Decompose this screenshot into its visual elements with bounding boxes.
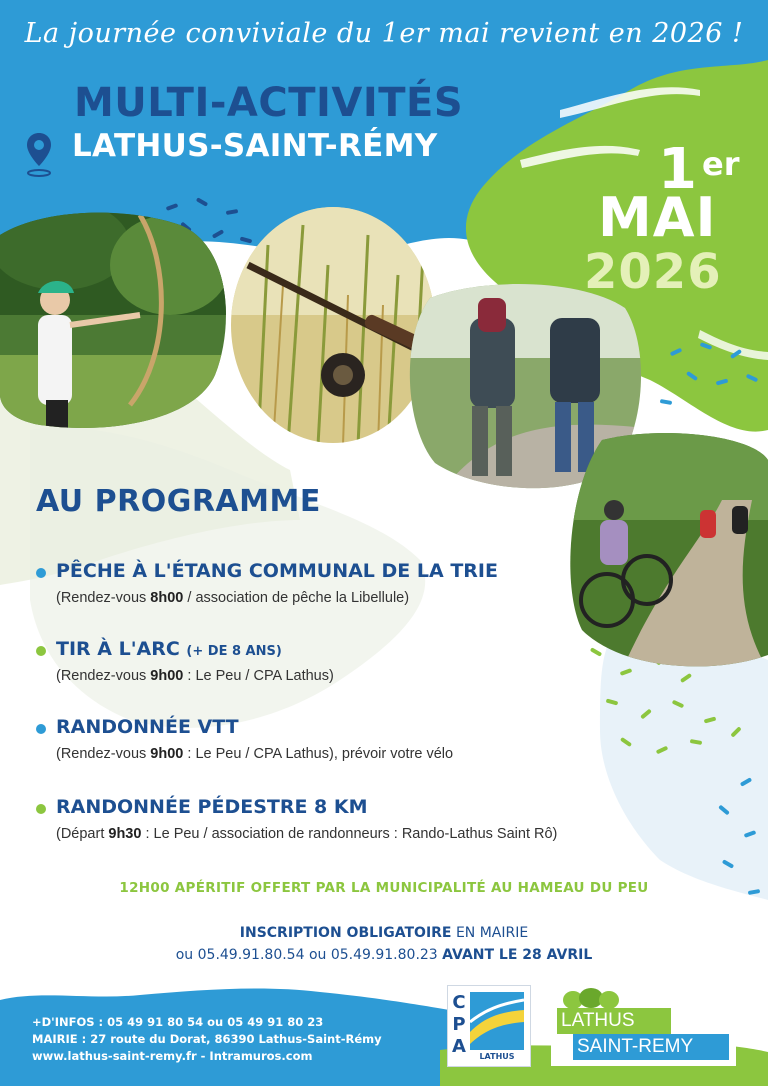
activity-detail: (Départ 9h30 : Le Peu / association de randonneurs : Rando-Lathus Saint Rô)	[56, 826, 558, 842]
page-title: MULTI-ACTIVITÉS	[74, 80, 464, 126]
footer-address: MAIRIE : 27 route du Dorat, 86390 Lathus-Saint-Rémy	[32, 1032, 382, 1046]
date-year: 2026	[584, 244, 722, 300]
location-title: LATHUS-SAINT-RÉMY	[72, 128, 438, 164]
footer-phone: +D'INFOS : 05 49 91 80 54 ou 05 49 91 80 23	[32, 1015, 324, 1029]
program-heading: AU PROGRAMME	[36, 484, 321, 519]
registration-required: INSCRIPTION OBLIGATOIRE	[239, 925, 452, 941]
footer-website-link[interactable]: www.lathus-saint-remy.fr - Intramuros.com	[32, 1049, 313, 1063]
cpa-logo: C P A LATHUS	[447, 985, 531, 1067]
date-month: MAI	[598, 186, 717, 249]
bullet-icon	[36, 568, 46, 578]
activity-title: RANDONNÉE PÉDESTRE 8 KM	[56, 796, 368, 818]
activity-detail: (Rendez-vous 9h00 : Le Peu / CPA Lathus), prévoir votre vélo	[56, 746, 454, 762]
activity-detail: (Rendez-vous 9h00 : Le Peu / CPA Lathus)	[56, 668, 334, 684]
program-item	[36, 716, 596, 766]
program-item	[36, 796, 596, 846]
date-day-suffix: er	[702, 145, 740, 183]
cycling-photo	[562, 430, 768, 670]
registration-deadline: AVANT LE 28 AVRIL	[442, 947, 593, 963]
town-logo: LATHUS SAINT-REMY	[551, 988, 736, 1066]
date-day: 1	[658, 137, 697, 202]
activity-title: TIR À L'ARC (+ DE 8 ANS)	[56, 638, 282, 660]
bullet-icon	[36, 724, 46, 734]
bullet-icon	[36, 804, 46, 814]
program-item	[36, 560, 596, 610]
registration-info: INSCRIPTION OBLIGATOIRE EN MAIRIE ou 05.49.91.80.54 ou 05.49.91.80.23 AVANT LE 28 AVRIL	[175, 925, 593, 963]
archery-photo	[0, 205, 232, 430]
bullet-icon	[36, 646, 46, 656]
activity-title: RANDONNÉE VTT	[56, 716, 239, 738]
program-item	[36, 638, 596, 688]
aperitif-notice: 12H00 APÉRITIF OFFERT PAR LA MUNICIPALITÉ AU HAMEAU DU PEU	[119, 880, 649, 896]
map-pin-icon	[26, 132, 52, 178]
tagline: La journée conviviale du 1er mai revient en 2026 !	[24, 18, 744, 49]
activity-title: PÊCHE À L'ÉTANG COMMUNAL DE LA TRIE	[56, 560, 498, 582]
activity-detail: (Rendez-vous 8h00 / association de pêche la Libellule)	[56, 590, 410, 606]
footer-info	[32, 1014, 382, 1065]
